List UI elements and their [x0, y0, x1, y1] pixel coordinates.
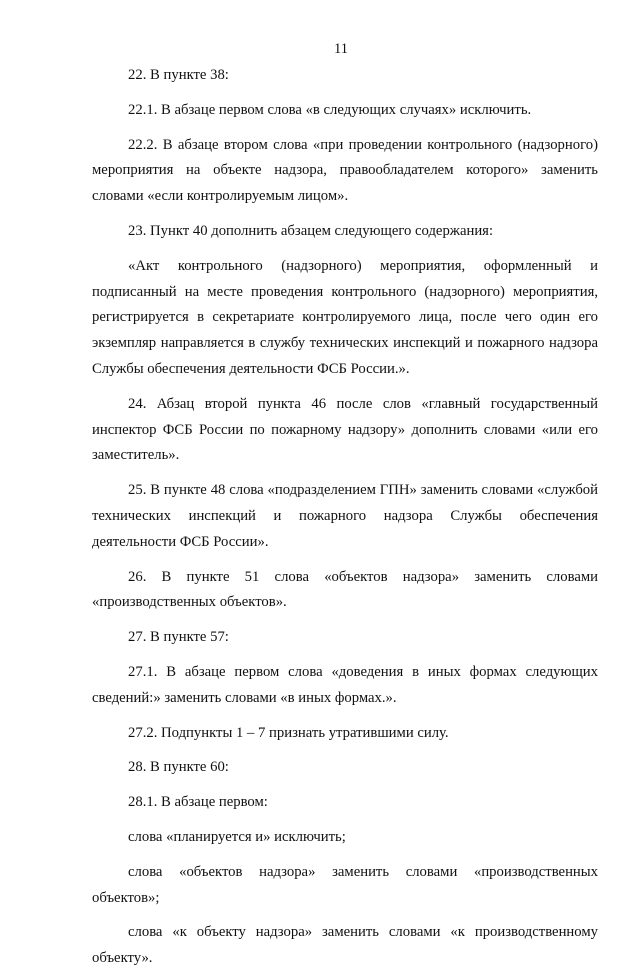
paragraph-28-1-a: слова «планируется и» исключить; — [128, 828, 346, 845]
paragraph-28: 28. В пункте 60: — [128, 759, 229, 776]
paragraph-28-1-c: слова «к объекту надзора» заменить словами «к производственному объекту». — [92, 924, 598, 967]
paragraph-23: 23. Пункт 40 дополнить абзацем следующего содержания: — [128, 222, 494, 239]
paragraph-24: 24. Абзац второй пункта 46 после слов «главный государственный инспектор ФСБ России по пожарному надзору» дополнить словами «или его заместитель». — [92, 395, 598, 464]
paragraph-27-2: 27.2. Подпункты 1 – 7 признать утратившими силу. — [128, 724, 449, 741]
paragraph-22-2: 22.2. В абзаце втором слова «при проведении контрольного (надзорного) мероприятия на объекте надзора, правообладателем которого» заменить словами «если контролируемым лицом». — [92, 136, 598, 205]
paragraph-28-1-b: слова «объектов надзора» заменить словами «производственных объектов»; — [92, 863, 598, 906]
paragraph-23-quote: «Акт контрольного (надзорного) мероприятия, оформленный и подписанный на месте проведения контрольного (надзорного) мероприятия, регистрируется в секретариате контролируемого лица, после чего один его экземпляр направляется в службу технических инспекций и пожарного надзора Службы обеспечения деятельности ФСБ России.». — [92, 257, 598, 377]
paragraph-27: 27. В пункте 57: — [128, 629, 229, 646]
page-number: 11 — [334, 41, 348, 57]
paragraph-28-1: 28.1. В абзаце первом: — [128, 794, 268, 811]
paragraph-27-1: 27.1. В абзаце первом слова «доведения в иных формах следующих сведений:» заменить словами «в иных формах.». — [92, 663, 598, 706]
document-body — [92, 63, 598, 972]
paragraph-22: 22. В пункте 38: — [128, 67, 229, 83]
paragraph-26: 26. В пункте 51 слова «объектов надзора» заменить словами «производственных объектов». — [92, 568, 598, 611]
paragraph-22-1: 22.1. В абзаце первом слова «в следующих случаях» исключить. — [128, 101, 532, 118]
paragraph-25: 25. В пункте 48 слова «подразделением ГПН» заменить словами «службой технических инспекций и пожарного надзора Службы обеспечения деятельности ФСБ России». — [92, 482, 598, 550]
